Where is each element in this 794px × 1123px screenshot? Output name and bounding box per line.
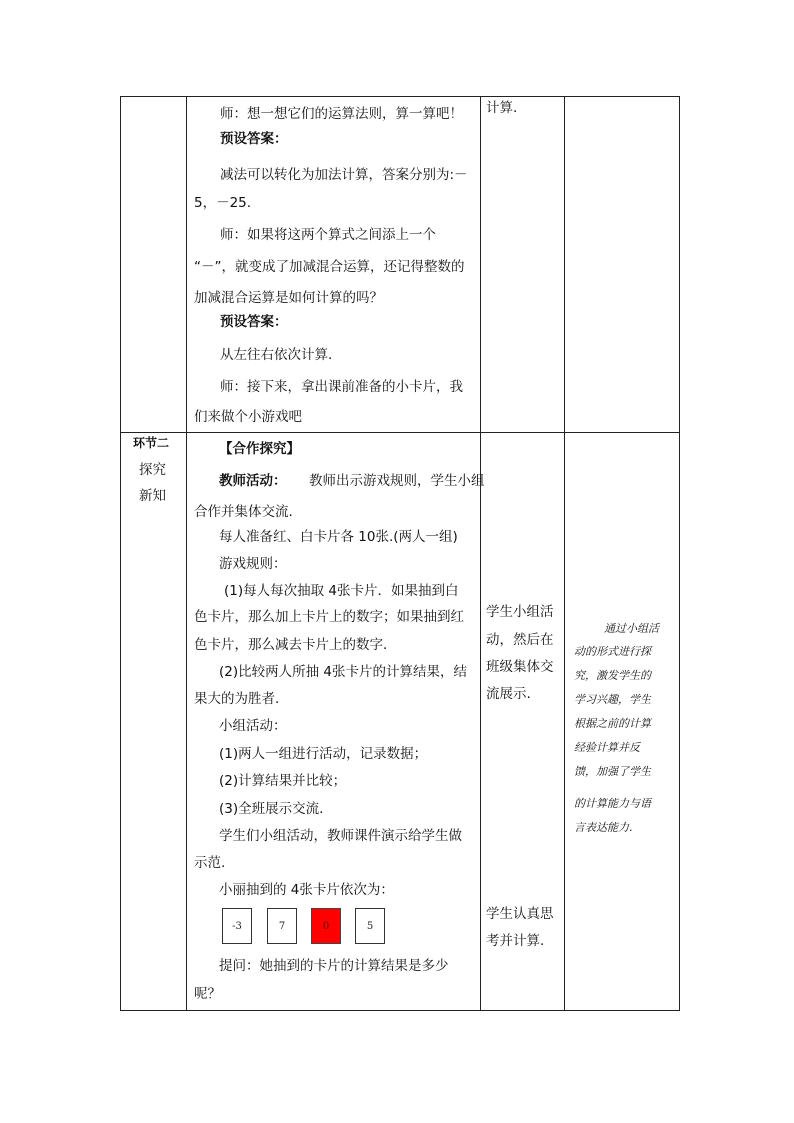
row2-note-line-4: 学习兴趣，学生 bbox=[574, 693, 651, 706]
row2-line-3: 合作并集体交流. bbox=[194, 504, 293, 520]
row2-line-5: 游戏规则： bbox=[219, 556, 287, 572]
row2-col3b-line-2: 考并计算. bbox=[486, 933, 545, 949]
row2-line-18: 提问：她抽到的卡片的计算结果是多少 bbox=[219, 958, 449, 974]
row2-note-line-1: 通过小组活 bbox=[604, 622, 659, 635]
table-border-col2 bbox=[480, 96, 481, 1011]
section-label-3: 新知 bbox=[139, 488, 166, 504]
row2-col3a-line-4: 流展示. bbox=[486, 686, 531, 702]
table-border-top bbox=[120, 96, 680, 97]
section-label-1: 环节二 bbox=[133, 436, 170, 450]
row2-line-12: (1)两人一组进行活动，记录数据； bbox=[219, 746, 428, 762]
table-border-bottom bbox=[120, 1010, 680, 1011]
row1-col3-text: 计算. bbox=[486, 100, 518, 116]
row1-line-9: 从左往右依次计算. bbox=[220, 347, 333, 363]
row2-note-line-3: 究，激发学生的 bbox=[574, 669, 651, 682]
row2-line-15: 学生们小组活动，教师课件演示给学生做 bbox=[219, 828, 462, 844]
table-border-col3 bbox=[564, 96, 565, 1011]
row2-col3a-line-3: 班级集体交 bbox=[486, 659, 554, 675]
row2-note-line-2: 动的形式进行探 bbox=[574, 645, 651, 658]
row2-note-line-6: 经验计算并反 bbox=[574, 741, 640, 754]
row1-line-8: 预设答案： bbox=[220, 314, 288, 330]
row2-col3a-line-1: 学生小组活 bbox=[486, 604, 554, 620]
row2-line-9: (2)比较两人所抽 4张卡片的计算结果，结 bbox=[219, 664, 468, 680]
row2-note-line-5: 根据之前的计算 bbox=[574, 717, 651, 730]
row2-teacher-text: 教师出示游戏规则，学生小组 bbox=[309, 473, 485, 489]
table-border-left bbox=[120, 96, 121, 1011]
card-white-2: 7 bbox=[267, 908, 297, 944]
row2-line-13: (2)计算结果并比较； bbox=[219, 773, 347, 789]
row2-note-line-9: 言表达能力. bbox=[574, 821, 633, 834]
row1-line-10: 师：接下来，拿出课前准备的小卡片，我 bbox=[220, 379, 463, 395]
row2-line-11: 小组活动： bbox=[219, 718, 287, 734]
card-white-1: -3 bbox=[222, 908, 252, 944]
row2-line-6: (1)每人每次抽取 4张卡片．如果抽到白 bbox=[224, 583, 459, 599]
row2-heading: 【合作探究】 bbox=[219, 441, 300, 457]
row2-teacher-label: 教师活动： bbox=[219, 473, 287, 489]
row1-line-6: “－”，就变成了加减混合运算，还记得整数的 bbox=[194, 259, 465, 275]
row2-line-14: (3)全班展示交流. bbox=[219, 801, 324, 817]
section-label-2: 探究 bbox=[139, 462, 166, 478]
row2-line-8: 色卡片，那么减去卡片上的数字． bbox=[194, 637, 397, 653]
row2-note-line-7: 馈，加强了学生 bbox=[574, 765, 651, 778]
row2-col3a-line-2: 动，然后在 bbox=[486, 632, 554, 648]
row1-line-11: 们来做个小游戏吧 bbox=[194, 409, 302, 425]
row1-line-5: 师：如果将这两个算式之间添上一个 bbox=[220, 227, 436, 243]
row2-col3b-line-1: 学生认真思 bbox=[486, 906, 554, 922]
card-red: 0 bbox=[311, 908, 341, 944]
row1-line-2: 预设答案： bbox=[220, 131, 288, 147]
row1-line-7: 加减混合运算是如何计算的吗？ bbox=[194, 290, 383, 306]
row2-line-19: 呢？ bbox=[194, 986, 221, 1002]
table-row-divider bbox=[120, 432, 680, 433]
row2-line-16: 示范. bbox=[194, 855, 226, 871]
card-white-3: 5 bbox=[355, 908, 385, 944]
row1-line-3: 减法可以转化为加法计算，答案分别为:－ bbox=[220, 167, 468, 183]
row2-line-7: 色卡片，那么加上卡片上的数字；如果抽到红 bbox=[194, 609, 464, 625]
row2-line-4: 每人准备红、白卡片各 10张.(两人一组) bbox=[219, 529, 458, 545]
table-border-col1 bbox=[186, 96, 187, 1011]
row2-line-10: 果大的为胜者. bbox=[194, 691, 280, 707]
table-border-right bbox=[679, 96, 680, 1011]
row2-note-line-8: 的计算能力与语 bbox=[574, 797, 651, 810]
row2-line-17: 小丽抽到的 4张卡片依次为： bbox=[219, 882, 394, 898]
row1-line-4: 5，－25. bbox=[194, 195, 252, 211]
row1-line-1: 师：想一想它们的运算法则，算一算吧！ bbox=[220, 106, 463, 122]
